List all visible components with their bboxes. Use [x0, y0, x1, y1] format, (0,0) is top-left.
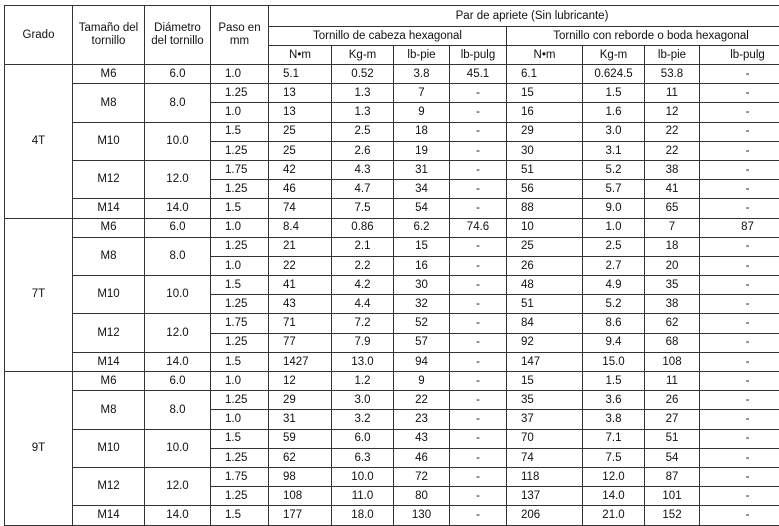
flange-nm-cell: 10 — [507, 218, 583, 237]
hex-lbin-cell: - — [450, 506, 507, 525]
pitch-cell: 1.25 — [211, 237, 269, 256]
hex-nm-cell: 41 — [269, 276, 332, 295]
hex-lbin-cell: - — [450, 391, 507, 410]
flange-lbin-cell: - — [700, 448, 779, 467]
pitch-cell: 1.75 — [211, 160, 269, 179]
hex-nm-cell: 8.4 — [269, 218, 332, 237]
flange-kgm-cell: 14.0 — [583, 487, 645, 506]
flange-kgm-cell: 3.1 — [583, 141, 645, 160]
flange-lbft-cell: 53.8 — [645, 65, 700, 84]
table-row — [5, 506, 779, 525]
hex-nm-cell: 31 — [269, 410, 332, 429]
bolt-diameter-cell: 14.0 — [145, 199, 211, 218]
hex-lbin-cell: - — [450, 295, 507, 314]
hex-nm-cell: 59 — [269, 429, 332, 448]
flange-lbin-cell: - — [700, 122, 779, 141]
bolt-diameter-cell: 8.0 — [145, 84, 211, 122]
hex-lbft-cell: 18 — [394, 122, 450, 141]
flange-lbin-cell: - — [700, 276, 779, 295]
flange-nm-cell: 147 — [507, 352, 583, 371]
flange-kgm-cell: 5.2 — [583, 295, 645, 314]
bolt-size-cell: M14 — [73, 506, 145, 525]
flange-lbft-cell: 51 — [645, 429, 700, 448]
hex-lbin-cell: - — [450, 160, 507, 179]
table-row — [5, 467, 779, 486]
flange-lbft-cell: 12 — [645, 103, 700, 122]
flange-nm-cell: 25 — [507, 237, 583, 256]
flange-lbin-cell: - — [700, 199, 779, 218]
table-row — [5, 65, 779, 84]
hex-lbin-cell: - — [450, 410, 507, 429]
flange-lbft-cell: 152 — [645, 506, 700, 525]
flange-nm-cell: 29 — [507, 122, 583, 141]
hex-kgm-cell: 3.2 — [332, 410, 394, 429]
hex-lbft-cell: 9 — [394, 103, 450, 122]
hex-nm-cell: 1427 — [269, 352, 332, 371]
bolt-size-cell: M8 — [73, 391, 145, 429]
hex-lbft-cell: 32 — [394, 295, 450, 314]
hex-nm-cell: 43 — [269, 295, 332, 314]
hex-lbft-cell: 54 — [394, 199, 450, 218]
flange-lbft-cell: 11 — [645, 84, 700, 103]
pitch-cell: 1.0 — [211, 218, 269, 237]
hex-kgm-cell: 4.2 — [332, 276, 394, 295]
hex-nm-cell: 5.1 — [269, 65, 332, 84]
hex-lbin-cell: - — [450, 352, 507, 371]
flange-kgm-cell: 0.624.5 — [583, 65, 645, 84]
flange-nm-cell: 88 — [507, 199, 583, 218]
bolt-size-cell: M12 — [73, 314, 145, 352]
hex-nm-cell: 25 — [269, 122, 332, 141]
flange-bolt-header: Tornillo con reborde o boda hexagonal — [507, 27, 779, 46]
pitch-cell: 1.0 — [211, 65, 269, 84]
flange-lbft-cell: 108 — [645, 352, 700, 371]
hex-lbft-cell: 31 — [394, 160, 450, 179]
hex-kgm-cell: 2.1 — [332, 237, 394, 256]
flange-nm-cell: 26 — [507, 256, 583, 275]
flange-lbft-cell: 35 — [645, 276, 700, 295]
pitch-cell: 1.25 — [211, 333, 269, 352]
hex-lbft-cell: 52 — [394, 314, 450, 333]
table-row — [5, 122, 779, 141]
grade-cell: 9T — [5, 372, 73, 526]
flange-lbft-cell: 11 — [645, 372, 700, 391]
pitch-cell: 1.0 — [211, 410, 269, 429]
hex-kgm-cell: 2.2 — [332, 256, 394, 275]
unit-header: lb-pulg — [700, 46, 779, 65]
hex-lbin-cell: - — [450, 122, 507, 141]
flange-nm-cell: 118 — [507, 467, 583, 486]
pitch-cell: 1.5 — [211, 429, 269, 448]
flange-kgm-cell: 9.4 — [583, 333, 645, 352]
flange-lbft-cell: 26 — [645, 391, 700, 410]
pitch-header: Paso en mm — [211, 6, 269, 65]
pitch-cell: 1.75 — [211, 467, 269, 486]
hex-lbft-cell: 6.2 — [394, 218, 450, 237]
table-row — [5, 218, 779, 237]
hex-kgm-cell: 4.7 — [332, 180, 394, 199]
table-row — [5, 391, 779, 410]
hex-nm-cell: 13 — [269, 103, 332, 122]
hex-kgm-cell: 18.0 — [332, 506, 394, 525]
flange-kgm-cell: 3.6 — [583, 391, 645, 410]
flange-nm-cell: 15 — [507, 84, 583, 103]
flange-kgm-cell: 4.9 — [583, 276, 645, 295]
flange-lbin-cell: - — [700, 352, 779, 371]
hex-nm-cell: 25 — [269, 141, 332, 160]
hex-lbin-cell: - — [450, 103, 507, 122]
bolt-size-cell: M8 — [73, 237, 145, 275]
bolt-diameter-cell: 6.0 — [145, 65, 211, 84]
table-body — [5, 65, 779, 526]
flange-nm-cell: 16 — [507, 103, 583, 122]
flange-lbin-cell: - — [700, 65, 779, 84]
flange-kgm-cell: 12.0 — [583, 467, 645, 486]
hex-lbin-cell: - — [450, 256, 507, 275]
unit-header: N•m — [269, 46, 332, 65]
flange-lbin-cell: - — [700, 103, 779, 122]
bolt-size-header: Tamaño del tornillo — [73, 6, 145, 65]
grade-cell: 7T — [5, 218, 73, 372]
table-row — [5, 372, 779, 391]
torque-spec-table — [4, 5, 779, 526]
bolt-diameter-cell: 10.0 — [145, 276, 211, 314]
unit-header: lb-pie — [394, 46, 450, 65]
pitch-cell: 1.25 — [211, 180, 269, 199]
flange-lbft-cell: 27 — [645, 410, 700, 429]
hex-kgm-cell: 1.3 — [332, 103, 394, 122]
hex-kgm-cell: 6.3 — [332, 448, 394, 467]
hex-lbft-cell: 80 — [394, 487, 450, 506]
flange-lbin-cell: 87 — [700, 218, 779, 237]
hex-kgm-cell: 4.3 — [332, 160, 394, 179]
table-row — [5, 352, 779, 371]
flange-lbft-cell: 18 — [645, 237, 700, 256]
bolt-size-cell: M14 — [73, 199, 145, 218]
bolt-size-cell: M10 — [73, 429, 145, 467]
hex-kgm-cell: 1.2 — [332, 372, 394, 391]
hex-nm-cell: 42 — [269, 160, 332, 179]
pitch-cell: 1.25 — [211, 391, 269, 410]
flange-kgm-cell: 8.6 — [583, 314, 645, 333]
pitch-cell: 1.0 — [211, 256, 269, 275]
pitch-cell: 1.25 — [211, 295, 269, 314]
bolt-size-cell: M6 — [73, 218, 145, 237]
unit-header: Kg-m — [332, 46, 394, 65]
flange-lbin-cell: - — [700, 410, 779, 429]
unit-header: lb-pulg — [450, 46, 507, 65]
hex-lbin-cell: - — [450, 84, 507, 103]
flange-lbft-cell: 41 — [645, 180, 700, 199]
flange-kgm-cell: 5.7 — [583, 180, 645, 199]
pitch-cell: 1.25 — [211, 448, 269, 467]
bolt-diameter-header: Diámetro del tornillo — [145, 6, 211, 65]
flange-lbft-cell: 101 — [645, 487, 700, 506]
flange-kgm-cell: 5.2 — [583, 160, 645, 179]
flange-lbin-cell: - — [700, 256, 779, 275]
table-row — [5, 276, 779, 295]
flange-kgm-cell: 1.0 — [583, 218, 645, 237]
flange-kgm-cell: 2.7 — [583, 256, 645, 275]
flange-lbft-cell: 87 — [645, 467, 700, 486]
flange-nm-cell: 206 — [507, 506, 583, 525]
hex-nm-cell: 74 — [269, 199, 332, 218]
hex-kgm-cell: 3.0 — [332, 391, 394, 410]
flange-lbft-cell: 38 — [645, 160, 700, 179]
pitch-cell: 1.5 — [211, 122, 269, 141]
hex-nm-cell: 108 — [269, 487, 332, 506]
hex-kgm-cell: 2.5 — [332, 122, 394, 141]
hex-lbin-cell: - — [450, 180, 507, 199]
bolt-size-cell: M10 — [73, 122, 145, 160]
bolt-diameter-cell: 6.0 — [145, 372, 211, 391]
flange-lbft-cell: 22 — [645, 122, 700, 141]
pitch-cell: 1.0 — [211, 372, 269, 391]
flange-kgm-cell: 15.0 — [583, 352, 645, 371]
hex-lbin-cell: - — [450, 199, 507, 218]
hex-lbin-cell: 74.6 — [450, 218, 507, 237]
hex-kgm-cell: 10.0 — [332, 467, 394, 486]
flange-nm-cell: 6.1 — [507, 65, 583, 84]
flange-lbft-cell: 68 — [645, 333, 700, 352]
hex-lbft-cell: 43 — [394, 429, 450, 448]
bolt-size-cell: M6 — [73, 372, 145, 391]
hex-kgm-cell: 11.0 — [332, 487, 394, 506]
hex-kgm-cell: 7.5 — [332, 199, 394, 218]
hex-nm-cell: 29 — [269, 391, 332, 410]
flange-lbin-cell: - — [700, 333, 779, 352]
flange-nm-cell: 51 — [507, 160, 583, 179]
hex-lbin-cell: 45.1 — [450, 65, 507, 84]
hex-lbin-cell: - — [450, 487, 507, 506]
flange-nm-cell: 137 — [507, 487, 583, 506]
bolt-size-cell: M10 — [73, 276, 145, 314]
flange-kgm-cell: 2.5 — [583, 237, 645, 256]
hex-nm-cell: 13 — [269, 84, 332, 103]
bolt-size-cell: M12 — [73, 467, 145, 505]
hex-nm-cell: 62 — [269, 448, 332, 467]
flange-lbin-cell: - — [700, 487, 779, 506]
hex-lbin-cell: - — [450, 429, 507, 448]
hex-nm-cell: 71 — [269, 314, 332, 333]
hex-lbft-cell: 16 — [394, 256, 450, 275]
flange-lbin-cell: - — [700, 467, 779, 486]
bolt-diameter-cell: 12.0 — [145, 314, 211, 352]
hex-kgm-cell: 7.2 — [332, 314, 394, 333]
flange-lbft-cell: 62 — [645, 314, 700, 333]
hex-nm-cell: 46 — [269, 180, 332, 199]
bolt-size-cell: M12 — [73, 160, 145, 198]
hex-kgm-cell: 2.6 — [332, 141, 394, 160]
grade-header: Grado — [5, 6, 73, 65]
flange-nm-cell: 84 — [507, 314, 583, 333]
hex-lbin-cell: - — [450, 333, 507, 352]
pitch-cell: 1.25 — [211, 84, 269, 103]
hex-nm-cell: 98 — [269, 467, 332, 486]
table-row — [5, 160, 779, 179]
hex-lbin-cell: - — [450, 467, 507, 486]
hex-kgm-cell: 1.3 — [332, 84, 394, 103]
pitch-cell: 1.75 — [211, 314, 269, 333]
hex-lbft-cell: 94 — [394, 352, 450, 371]
grade-cell: 4T — [5, 65, 73, 219]
hex-lbin-cell: - — [450, 314, 507, 333]
flange-lbin-cell: - — [700, 160, 779, 179]
flange-kgm-cell: 1.6 — [583, 103, 645, 122]
flange-kgm-cell: 7.1 — [583, 429, 645, 448]
table-row — [5, 84, 779, 103]
bolt-diameter-cell: 14.0 — [145, 506, 211, 525]
bolt-diameter-cell: 10.0 — [145, 429, 211, 467]
unit-header: Kg-m — [583, 46, 645, 65]
flange-lbft-cell: 22 — [645, 141, 700, 160]
flange-lbft-cell: 65 — [645, 199, 700, 218]
hex-lbin-cell: - — [450, 448, 507, 467]
hex-nm-cell: 12 — [269, 372, 332, 391]
hex-lbft-cell: 57 — [394, 333, 450, 352]
flange-lbft-cell: 54 — [645, 448, 700, 467]
torque-header: Par de apriete (Sin lubricante) — [269, 6, 779, 27]
hex-lbft-cell: 15 — [394, 237, 450, 256]
hex-lbin-cell: - — [450, 372, 507, 391]
bolt-size-cell: M14 — [73, 352, 145, 371]
flange-nm-cell: 37 — [507, 410, 583, 429]
pitch-cell: 1.25 — [211, 141, 269, 160]
unit-header: N•m — [507, 46, 583, 65]
flange-lbin-cell: - — [700, 506, 779, 525]
hex-nm-cell: 21 — [269, 237, 332, 256]
table-row — [5, 429, 779, 448]
flange-lbin-cell: - — [700, 237, 779, 256]
table-row — [5, 237, 779, 256]
bolt-diameter-cell: 14.0 — [145, 352, 211, 371]
flange-lbin-cell: - — [700, 180, 779, 199]
flange-lbin-cell: - — [700, 141, 779, 160]
pitch-cell: 1.25 — [211, 487, 269, 506]
flange-nm-cell: 51 — [507, 295, 583, 314]
hex-lbft-cell: 9 — [394, 372, 450, 391]
hex-nm-cell: 77 — [269, 333, 332, 352]
hex-lbft-cell: 3.8 — [394, 65, 450, 84]
hex-kgm-cell: 0.52 — [332, 65, 394, 84]
flange-lbft-cell: 20 — [645, 256, 700, 275]
flange-nm-cell: 30 — [507, 141, 583, 160]
hex-lbft-cell: 72 — [394, 467, 450, 486]
table-row — [5, 314, 779, 333]
hex-nm-cell: 22 — [269, 256, 332, 275]
flange-kgm-cell: 7.5 — [583, 448, 645, 467]
flange-nm-cell: 74 — [507, 448, 583, 467]
hex-lbin-cell: - — [450, 276, 507, 295]
hex-kgm-cell: 4.4 — [332, 295, 394, 314]
hex-lbin-cell: - — [450, 141, 507, 160]
flange-kgm-cell: 1.5 — [583, 84, 645, 103]
flange-kgm-cell: 21.0 — [583, 506, 645, 525]
bolt-diameter-cell: 6.0 — [145, 218, 211, 237]
hex-lbft-cell: 130 — [394, 506, 450, 525]
pitch-cell: 1.5 — [211, 276, 269, 295]
flange-lbin-cell: - — [700, 295, 779, 314]
bolt-size-cell: M8 — [73, 84, 145, 122]
bolt-diameter-cell: 10.0 — [145, 122, 211, 160]
flange-nm-cell: 70 — [507, 429, 583, 448]
hex-lbft-cell: 46 — [394, 448, 450, 467]
flange-lbin-cell: - — [700, 429, 779, 448]
bolt-diameter-cell: 12.0 — [145, 467, 211, 505]
flange-nm-cell: 56 — [507, 180, 583, 199]
flange-nm-cell: 35 — [507, 391, 583, 410]
hex-lbft-cell: 23 — [394, 410, 450, 429]
hex-lbin-cell: - — [450, 237, 507, 256]
flange-kgm-cell: 1.5 — [583, 372, 645, 391]
bolt-size-cell: M6 — [73, 65, 145, 84]
flange-nm-cell: 92 — [507, 333, 583, 352]
flange-lbft-cell: 38 — [645, 295, 700, 314]
hex-lbft-cell: 30 — [394, 276, 450, 295]
hex-lbft-cell: 7 — [394, 84, 450, 103]
unit-header: lb-pie — [645, 46, 700, 65]
hex-lbft-cell: 19 — [394, 141, 450, 160]
pitch-cell: 1.5 — [211, 506, 269, 525]
hex-head-bolt-header: Tornillo de cabeza hexagonal — [269, 27, 507, 46]
pitch-cell: 1.0 — [211, 103, 269, 122]
pitch-cell: 1.5 — [211, 199, 269, 218]
flange-lbin-cell: - — [700, 84, 779, 103]
flange-nm-cell: 48 — [507, 276, 583, 295]
hex-nm-cell: 177 — [269, 506, 332, 525]
hex-kgm-cell: 0.86 — [332, 218, 394, 237]
flange-kgm-cell: 9.0 — [583, 199, 645, 218]
bolt-diameter-cell: 8.0 — [145, 237, 211, 275]
flange-lbin-cell: - — [700, 314, 779, 333]
flange-lbin-cell: - — [700, 391, 779, 410]
hex-lbft-cell: 22 — [394, 391, 450, 410]
hex-lbft-cell: 34 — [394, 180, 450, 199]
bolt-diameter-cell: 12.0 — [145, 160, 211, 198]
bolt-diameter-cell: 8.0 — [145, 391, 211, 429]
flange-kgm-cell: 3.8 — [583, 410, 645, 429]
flange-lbin-cell: - — [700, 372, 779, 391]
flange-nm-cell: 15 — [507, 372, 583, 391]
hex-kgm-cell: 6.0 — [332, 429, 394, 448]
flange-kgm-cell: 3.0 — [583, 122, 645, 141]
pitch-cell: 1.5 — [211, 352, 269, 371]
hex-kgm-cell: 13.0 — [332, 352, 394, 371]
flange-lbft-cell: 7 — [645, 218, 700, 237]
hex-kgm-cell: 7.9 — [332, 333, 394, 352]
table-row — [5, 199, 779, 218]
